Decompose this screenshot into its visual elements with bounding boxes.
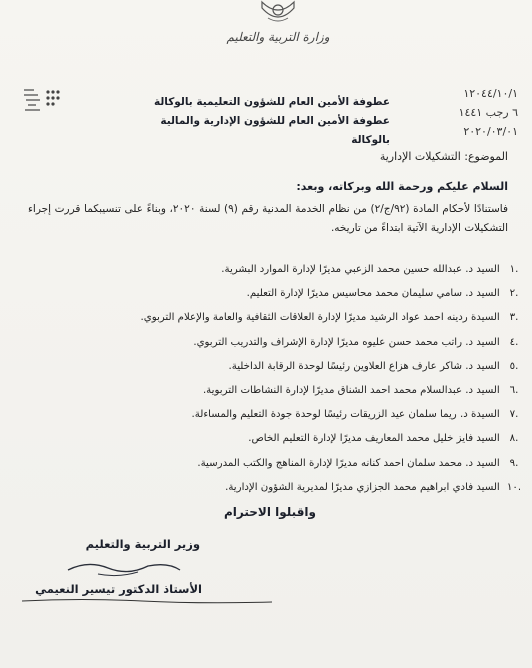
item-number: .١ <box>509 264 519 275</box>
body-paragraph: فاستنادًا لأحكام المادة (٩٢/ج/٢) من نظام الخدمة المدنية رقم (٩) لسنة ٢٠٢٠، وبناءً على تنسيبكما قررت إجراء التشكيلات الإدارية الآتية ابتداءً من تاريخه. <box>28 203 509 234</box>
handwritten-signature-icon <box>58 552 188 582</box>
ministry-logo-text: وزارة التربية والتعليم <box>226 30 330 44</box>
recipient-line: عطوفة الأمين العام للشؤون الإدارية والمالية بالوكالة <box>160 115 390 146</box>
item-text: السيد د. شاكر عارف هزاع العلاوين رئيسًا لوحدة الرقابة الداخلية. <box>228 360 500 372</box>
closing-line: واقبلوا الاحترام <box>223 505 316 519</box>
list-item <box>50 403 525 427</box>
item-number: .٨ <box>509 433 519 445</box>
item-number: .٥ <box>509 360 519 372</box>
item-text: السيد د. محمد سلمان احمد كنانه مديرًا لإدارة المناهج والكتب المدرسية. <box>197 457 500 469</box>
list-item <box>50 355 525 379</box>
signature-underline <box>22 596 272 606</box>
list-item <box>50 306 525 330</box>
list-item <box>50 258 525 282</box>
signatory-title: وزير التربية والتعليم <box>85 537 200 551</box>
item-number: .٢ <box>509 288 519 300</box>
list-item <box>50 452 525 476</box>
signatory-name: الأستاذ الدكتور تيسير النعيمي <box>35 582 202 596</box>
list-item <box>50 427 525 451</box>
item-number: .٣ <box>509 312 519 324</box>
item-text: السيد د. عبدالسلام محمد احمد الشناق مديرًا لإدارة النشاطات التربوية. <box>202 384 500 396</box>
item-text: السيد فادي ابراهيم محمد الجزازي مديرًا لمديرية الشؤون الإدارية. <box>225 481 500 493</box>
gregorian-date: ٢٠٢٠/٠٣/٠١ <box>463 125 518 138</box>
item-number: .٧ <box>509 409 519 421</box>
list-item <box>50 476 525 500</box>
item-text: السيدة ردينه احمد عواد الرشيد مديرًا لإدارة العلاقات الثقافية والعامة والإعلام التربوي. <box>140 312 500 324</box>
item-number: .٩ <box>509 457 519 469</box>
item-number: .١٠ <box>506 481 522 493</box>
recipient-line: عطوفة الأمين العام للشؤون التعليمية بالوكالة <box>153 96 390 108</box>
list-item <box>50 331 525 355</box>
reference-block <box>408 85 518 142</box>
reference-number: ١٢٠٤٤/١٠/١ <box>463 87 518 100</box>
item-text: السيد د. سامي سليمان محمد محاسيس مديرًا لإدارة التعليم. <box>246 288 500 300</box>
item-text: السيد فايز خليل محمد المعاريف مديرًا لإدارة التعليم الخاص. <box>248 433 500 445</box>
subject-line: الموضوع: التشكيلات الإدارية <box>379 150 508 163</box>
item-text: السيد د. راتب محمد حسن عليوه مديرًا لإدارة الإشراف والتدريب التربوي. <box>193 336 500 348</box>
greeting-line: السلام عليكم ورحمة الله وبركاته، وبعد: <box>296 180 508 193</box>
coat-of-arms-icon <box>256 0 300 26</box>
item-text: السيدة د. ريما سلمان عيد الزريقات رئيسًا لوحدة جودة التعليم والمساءلة. <box>191 409 500 421</box>
hijri-date: ٦ رجب ١٤٤١ <box>458 106 518 119</box>
recipients-block <box>120 93 390 150</box>
list-item <box>50 379 525 403</box>
item-number: .٦ <box>509 384 519 396</box>
appointments-list <box>50 258 525 500</box>
item-number: .٤ <box>509 336 519 348</box>
list-item <box>50 282 525 306</box>
scan-stamp-icon <box>20 82 62 118</box>
item-text: السيد د. عبدالله حسين محمد الزعبي مديرًا لإدارة الموارد البشرية. <box>221 264 500 275</box>
